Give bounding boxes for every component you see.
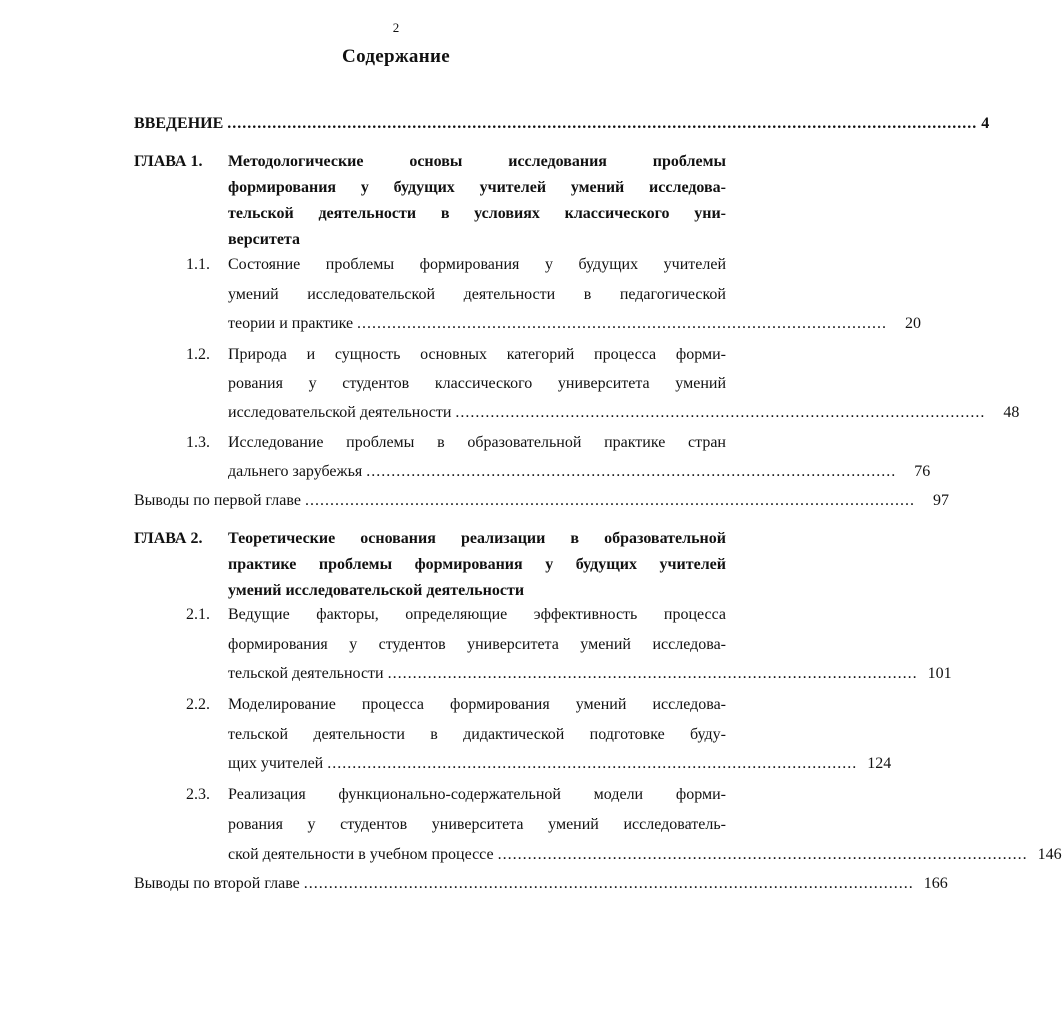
section-title-line: тельской деятельности bbox=[228, 665, 384, 682]
section-title-line: формирования у студентов университета умений исследова- bbox=[228, 636, 726, 653]
toc-page-number: 97 bbox=[932, 492, 949, 509]
section-title-line: Реализация функционально-содержательной модели форми- bbox=[228, 786, 726, 803]
leader-dots: .......................................................................................................... bbox=[387, 665, 918, 682]
toc-page-number: 124 bbox=[867, 755, 892, 772]
leader-dots: .......................................................................................................... bbox=[366, 463, 897, 480]
chapter-title-line: умений исследовательской деятельности bbox=[228, 582, 525, 599]
toc-page-number: 146 bbox=[1037, 846, 1062, 863]
page-number: 2 bbox=[392, 20, 400, 35]
chapter-title-line: Методологические основы исследования проблемы bbox=[228, 153, 726, 170]
section-title-line: Состояние проблемы формирования у будущих учителей bbox=[228, 256, 726, 273]
toc-conclusion-2[interactable] bbox=[134, 871, 948, 897]
section-title-line: исследовательской деятельности bbox=[228, 404, 452, 421]
chapter-title-line: практике проблемы формирования у будущих учителей bbox=[228, 556, 726, 573]
toc-page-number: 101 bbox=[927, 665, 952, 682]
toc-page-number: 166 bbox=[923, 875, 948, 892]
leader-dots: .......................................................................................................................... bbox=[304, 492, 915, 509]
toc-conclusion-1[interactable] bbox=[134, 488, 949, 514]
section-number: 1.3. bbox=[186, 434, 210, 451]
chapter-title-line: верситета bbox=[228, 231, 300, 248]
section-number: 2.1. bbox=[186, 606, 210, 623]
toc-page-number: 48 bbox=[1003, 404, 1020, 421]
leader-dots: ...................................................................................................................................................... bbox=[227, 115, 978, 132]
section-title-line: Ведущие факторы, определяющие эффективность процесса bbox=[228, 606, 726, 623]
section-title-line: рования у студентов университета умений исследователь- bbox=[228, 816, 726, 833]
leader-dots: .......................................................................................................... bbox=[455, 404, 986, 421]
section-title-line: умений исследовательской деятельности в педагогической bbox=[228, 286, 726, 303]
toc-entry-label: Выводы по второй главе bbox=[134, 875, 300, 892]
chapter-title-line: тельской деятельности в условиях классического уни- bbox=[228, 205, 726, 222]
section-title-line: Исследование проблемы в образовательной практике стран bbox=[228, 434, 726, 451]
toc-page-number: 20 bbox=[905, 315, 922, 332]
page-title: Содержание bbox=[342, 46, 450, 67]
toc-entry-label: Выводы по первой главе bbox=[134, 492, 301, 509]
section-title-line: тельской деятельности в дидактической подготовке буду- bbox=[228, 726, 726, 743]
section-title-line: теории и практике bbox=[228, 315, 354, 332]
toc-page-number: 76 bbox=[914, 463, 931, 480]
section-number: 1.1. bbox=[186, 256, 210, 273]
chapter-label: ГЛАВА 1. bbox=[134, 153, 203, 170]
leader-dots: .......................................................................................................................... bbox=[303, 875, 914, 892]
section-title-line: Природа и сущность основных категорий процесса форми- bbox=[228, 346, 726, 363]
chapter-title-line: Теоретические основания реализации в образовательной bbox=[228, 530, 726, 547]
section-number: 2.2. bbox=[186, 696, 210, 713]
section-number: 2.3. bbox=[186, 786, 210, 803]
chapter-title-line: формирования у будущих учителей умений исследова- bbox=[228, 179, 726, 196]
section-title-line: дальнего зарубежья bbox=[228, 463, 363, 480]
leader-dots: .......................................................................................................... bbox=[497, 846, 1028, 863]
section-title-line: щих учителей bbox=[228, 755, 324, 772]
leader-dots: .......................................................................................................... bbox=[357, 315, 888, 332]
section-title-line: ской деятельности в учебном процессе bbox=[228, 846, 494, 863]
toc-page-number: 4 bbox=[981, 115, 990, 132]
section-title-line: рования у студентов классического университета умений bbox=[228, 375, 726, 392]
section-number: 1.2. bbox=[186, 346, 210, 363]
leader-dots: .......................................................................................................... bbox=[327, 755, 858, 772]
section-title-line: Моделирование процесса формирования умений исследова- bbox=[228, 696, 726, 713]
toc-entry-intro[interactable] bbox=[134, 111, 990, 137]
chapter-label: ГЛАВА 2. bbox=[134, 530, 203, 547]
toc-entry-label: ВВЕДЕНИЕ bbox=[134, 115, 224, 132]
